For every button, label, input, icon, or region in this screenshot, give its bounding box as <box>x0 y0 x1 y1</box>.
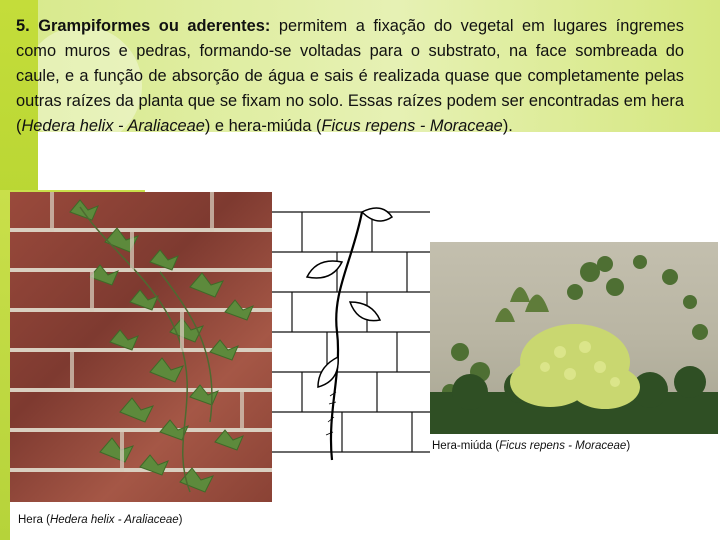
ivy-brick-wall-photo <box>10 192 272 502</box>
paragraph-text-1: permitem a fixação do vegetal em lugares íngremes como muros e pedras, formando-se voltadas para o substrato, na face sombreada do caule, e a função de absorção de água e sais é realizada quase que completamente pelas outras raízes da planta que se fixam no solo. Essas raízes podem ser encontradas em hera ( <box>16 17 684 135</box>
paragraph-species-1: Hedera helix - Araliaceae <box>21 117 205 135</box>
ivy-stem-drawing <box>272 192 430 462</box>
ivy-leaves-graphic <box>10 192 272 502</box>
paragraph-text-3: ). <box>502 117 513 135</box>
ivy-caption-suffix: ) <box>178 514 183 526</box>
hera-miuda-graphic <box>430 242 718 434</box>
paragraph-species-2: Ficus repens - Moraceae <box>321 117 503 135</box>
hera-miuda-photo <box>430 242 718 434</box>
body-paragraph <box>16 14 684 139</box>
hera-caption-species: Ficus repens - Moraceae <box>499 440 627 452</box>
hera-miuda-caption <box>432 440 630 452</box>
paragraph-heading: 5. Grampiformes ou aderentes: <box>16 17 271 35</box>
drawing-graphic <box>272 192 430 462</box>
hera-caption-prefix: Hera-miúda ( <box>432 440 500 452</box>
ivy-caption-prefix: Hera ( <box>18 514 50 526</box>
hera-caption-suffix: ) <box>626 440 631 452</box>
ivy-caption-species: Hedera helix - Araliaceae <box>49 514 179 526</box>
ivy-caption <box>18 514 183 526</box>
paragraph-text-2: ) e hera-miúda ( <box>204 117 322 135</box>
